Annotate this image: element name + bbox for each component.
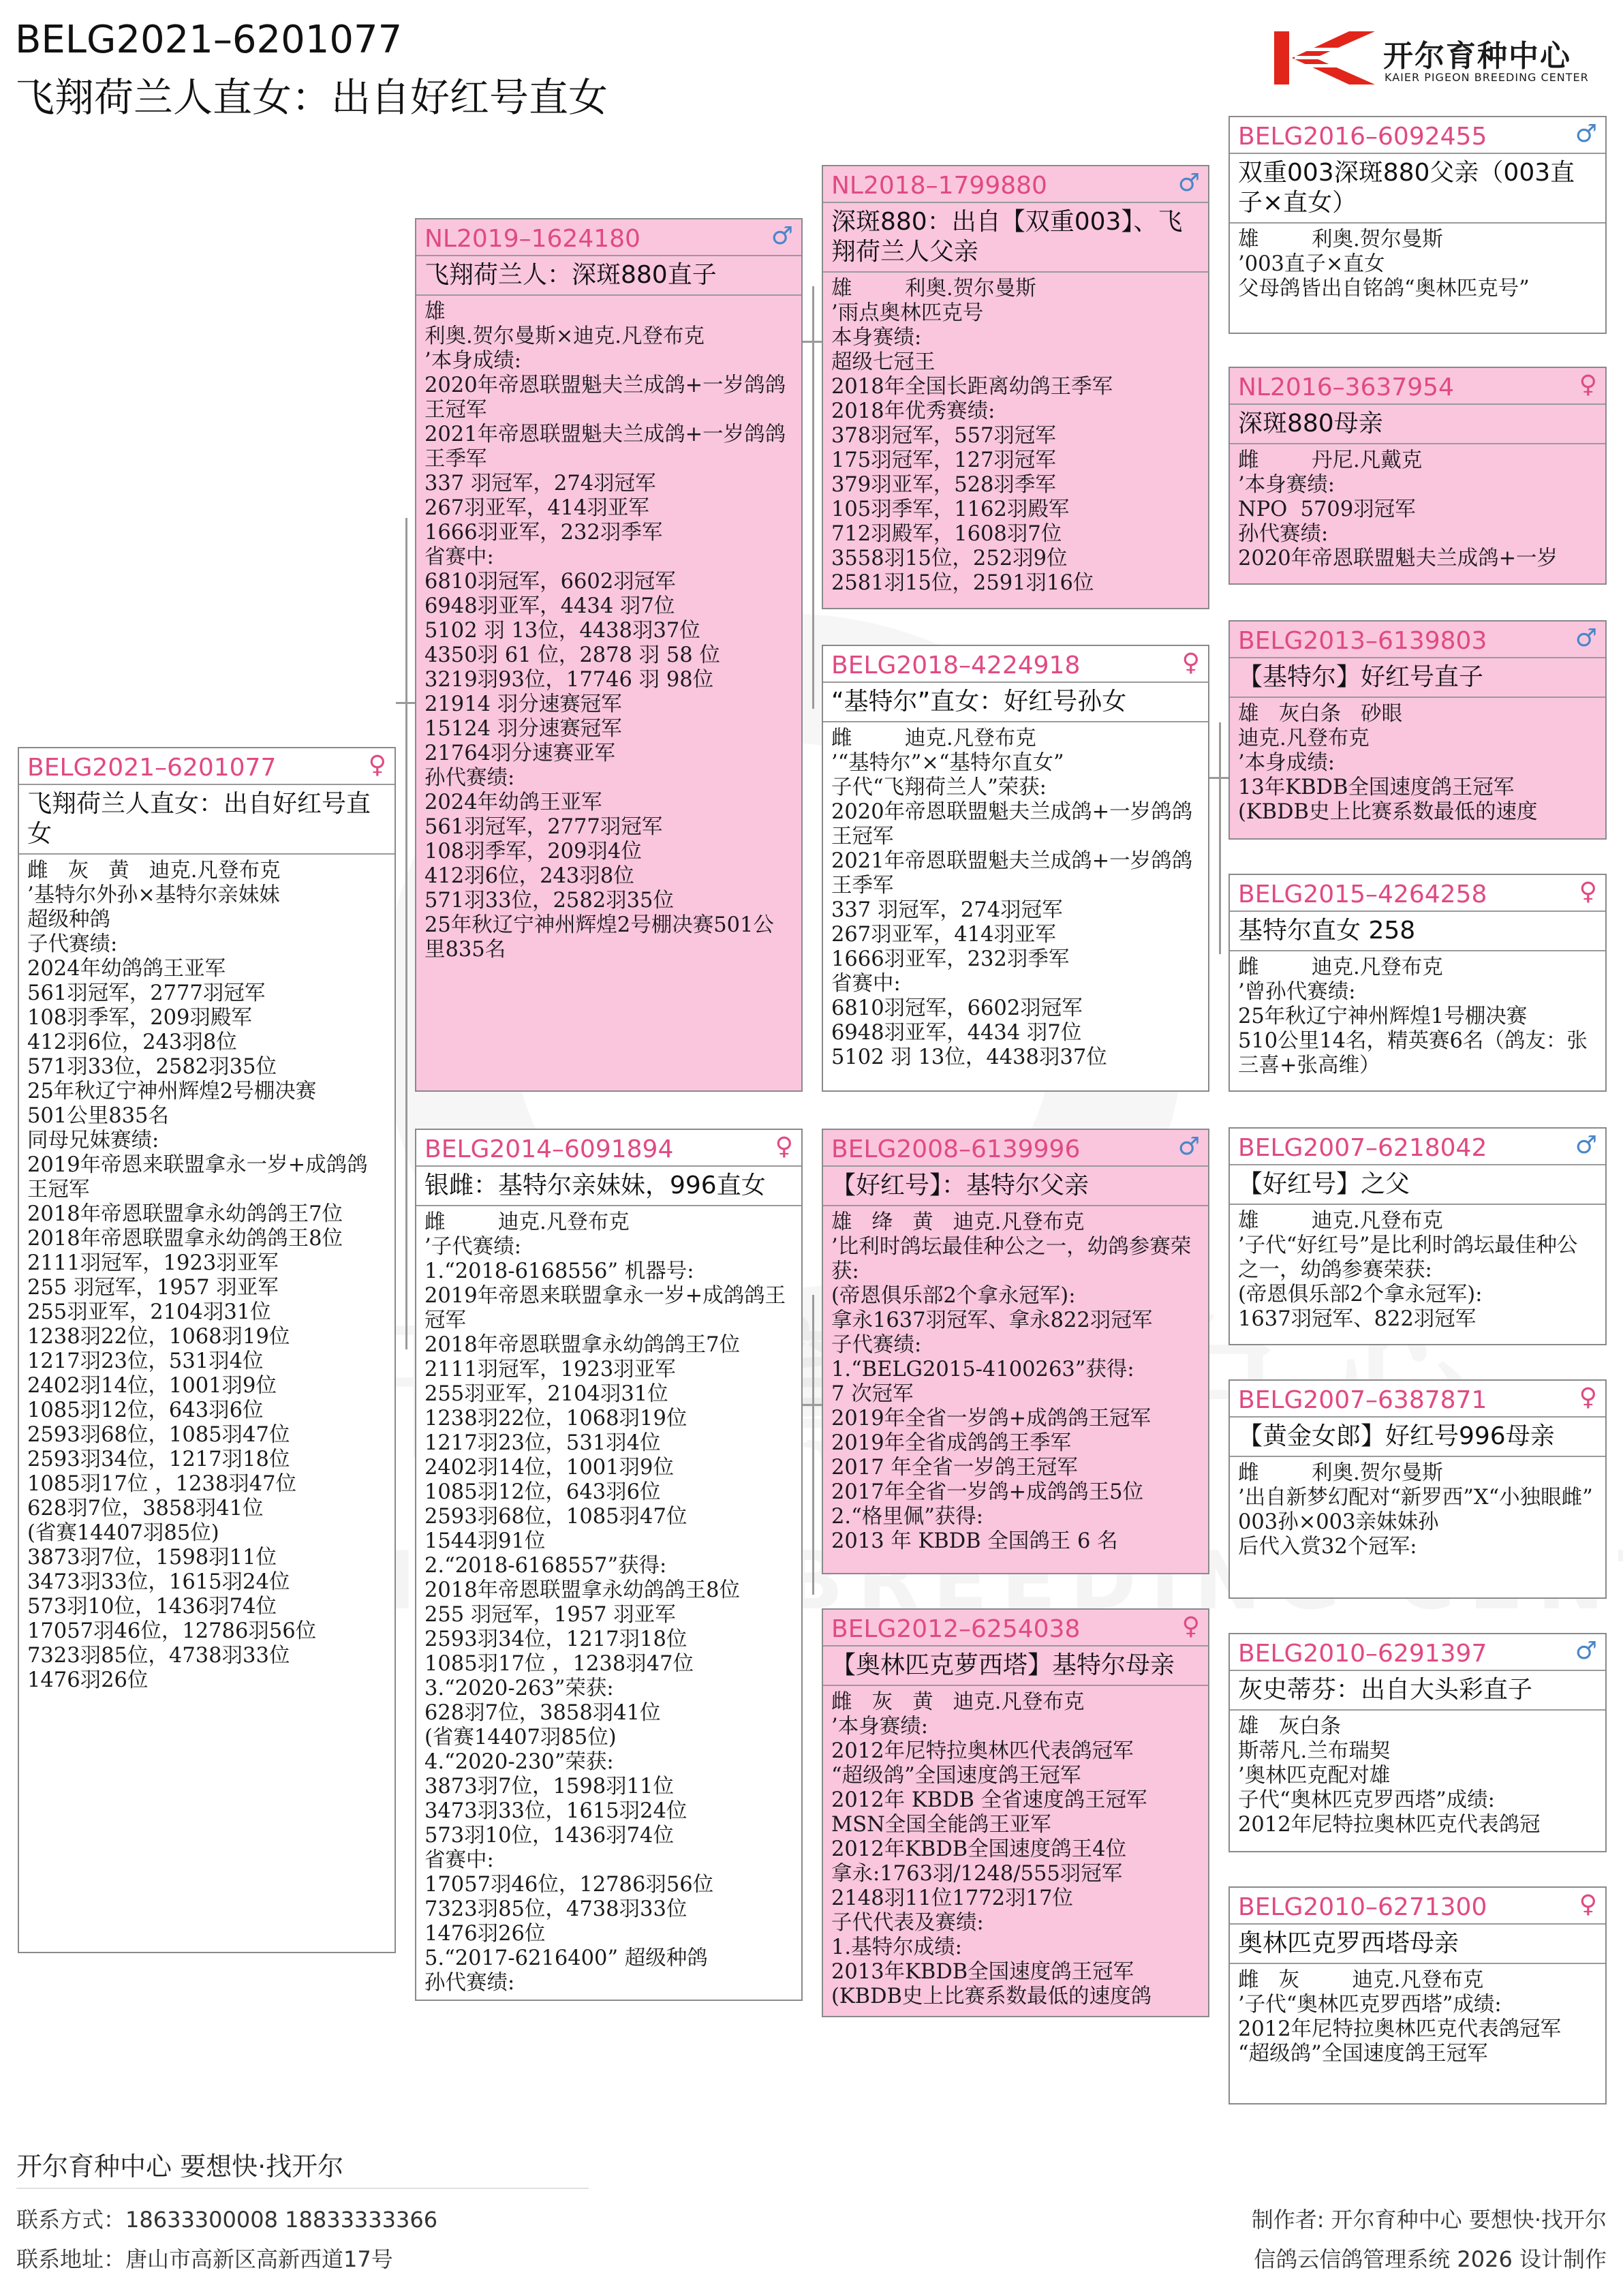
ring-number: BELG2007–6218042: [1238, 1134, 1487, 1162]
female-icon: ♀: [1579, 878, 1597, 906]
footer-contact: 联系方式：18633300008 18833333366: [16, 2207, 438, 2233]
pigeon-name: 【好红号】：基特尔父亲: [823, 1167, 1208, 1206]
male-icon: ♂: [1575, 1637, 1597, 1665]
dam-card[interactable]: [415, 1129, 803, 2001]
ring-number: BELG2012–6254038: [831, 1615, 1081, 1643]
connector-line: [1219, 722, 1221, 954]
pigeon-description: 雌 灰 黄 迪克.凡登布克 ’本身赛绩: 2012年尼特拉奥林匹代表鸽冠军 “超级鸽”全国速度鸽王冠军 2012年 KBDB 全省速度鸽王冠军 MSN全国全能鸽王亚军 2012年KBDB全国速度鸽王4位 拿永:1763羽/1248/555羽冠军 2148羽11位1772羽17位 子代代表及赛绩: 1.基特尔成绩: 2013年KBDB全国速度鸽王冠军 (KBDB史上比赛系数最低的速度鸽: [831, 1690, 1151, 2008]
sire-dam-card[interactable]: [822, 645, 1209, 1092]
pigeon-name: 【奥林匹克萝西塔】基特尔母亲: [823, 1647, 1208, 1686]
female-icon: ♀: [1181, 649, 1200, 677]
ring-number: BELG2013–6139803: [1238, 627, 1487, 655]
page-title: 飞翔荷兰人直女：出自好红号直女: [15, 74, 608, 121]
ring-number: NL2019–1624180: [424, 225, 640, 253]
male-icon: ♂: [1575, 624, 1597, 652]
pigeon-description: 雌 利奥.贺尔曼斯 ’出自新梦幻配对“新罗西”X“小独眼雌” 003孙×003亲妹妹孙 后代入赏32个冠军:: [1238, 1461, 1593, 1559]
sire-dam-dam-card[interactable]: [1228, 874, 1607, 1092]
pigeon-name: 银雌：基特尔亲妹妹，996直女: [416, 1167, 801, 1206]
sire-sire-dam-card[interactable]: [1228, 367, 1607, 585]
male-icon: ♂: [1575, 1131, 1597, 1159]
pigeon-name: 飞翔荷兰人：深斑880直子: [416, 256, 801, 296]
pigeon-name: 奥林匹克罗西塔母亲: [1230, 1925, 1605, 1964]
footer-maker: 制作者: 开尔育种中心 要想快·找开尔: [1251, 2207, 1607, 2233]
dam-dam-card[interactable]: [822, 1608, 1209, 2017]
pigeon-description: 雄 利奥.贺尔曼斯×迪克.凡登布克 ’本身成绩: 2020年帝恩联盟魁夫兰成鸽+一岁鸽鸽王冠军 2021年帝恩联盟魁夫兰成鸽+一岁鸽鸽王季军 337 羽冠军，274羽冠军 267羽亚军，414羽亚军 1666羽亚军，232羽季军 省赛中: 6810羽冠军，6602羽冠军 6948羽亚军，4434 羽7位 5102 羽 13位，4438羽37位 4350羽 61 位，2878 羽 58 位 3219羽93位，17746 羽 98位 21914 羽分速赛冠军 15124 羽分速赛冠军 21764羽分速赛亚军 孙代赛绩: 2024年幼鸽王亚军 561羽冠军，2777羽冠军 108羽季军，209羽4位 412羽6位，243羽8位 571羽33位，2582羽35位 25年秋辽宁神州辉煌2号棚决赛501公里835名: [424, 300, 786, 962]
logo-subtitle: KAIER PIGEON BREEDING CENTER: [1385, 71, 1589, 84]
page-ring-number: BELG2021–6201077: [15, 18, 403, 62]
female-icon: ♀: [1579, 371, 1597, 399]
pigeon-description: 雄 灰白条 砂眼 迪克.凡登布克 ’本身成绩: 13年KBDB全国速度鸽王冠军 (KBDB史上比赛系数最低的速度: [1238, 702, 1538, 824]
pigeon-name: 灰史蒂芬：出自大头彩直子: [1230, 1671, 1605, 1711]
pigeon-name: 【基特尔】好红号直子: [1230, 658, 1605, 698]
pigeon-description: 雄 绛 黄 迪克.凡登布克 ’比利时鸽坛最佳种公之一，幼鸽参赛荣获: (帝恩俱乐部2个拿永冠军): 拿永1637羽冠军、拿永822羽冠军 子代赛绩: 1.“BELG2015-4100263”获得: 7 次冠军 2019年全省一岁鸽+成鸽鸽王冠军 2019年全省成鸽鸽王季军 2017 年全省一岁鸽王冠军 2017年全省一岁鸽+成鸽鸽王5位 2.“格里佩”获得: 2013 年 KBDB 全国鸽王 6 名: [831, 1210, 1192, 1553]
ring-number: BELG2007–6387871: [1238, 1386, 1487, 1414]
pigeon-name: 双重003深斑880父亲（003直子×直女）: [1230, 154, 1605, 224]
pigeon-description: 雄 利奥.贺尔曼斯 ’雨点奥林匹克号 本身赛绩: 超级七冠王 2018年全国长距离幼鸽王季军 2018年优秀赛绩: 378羽冠军，557羽冠军 175羽冠军，127羽冠军 379羽亚军，528羽季军 105羽季军，1162羽殿军 712羽殿军，1608羽7位 3558羽15位，252羽9位 2581羽15位，2591羽16位: [831, 277, 1113, 595]
pigeon-description: 雌 迪克.凡登布克 ’子代赛绩: 1.“2018-6168556” 机器号: 2019年帝恩来联盟拿永一岁+成鸽鸽王冠军 2018年帝恩联盟拿永幼鸽鸽王7位 2111羽冠军，1923羽亚军 255羽亚军，2104羽31位 1238羽22位，1068羽19位 1217羽23位，531羽4位 2402羽14位，1001羽9位 1085羽12位，643羽6位 2593羽68位，1085羽47位 1544羽91位 2.“2018-6168557”获得: 2018年帝恩联盟拿永幼鸽鸽王8位 255 羽冠军，1957 羽亚军 2593羽34位，1217羽18位 1085羽17位 ，1238羽47位 3.“2020-263”荣获: 628羽7位，3858羽41位 (省赛14407羽85位) 4.“2020-230”荣获: 3873羽7位，1598羽11位 3473羽33位，1615羽24位 573羽10位，1436羽74位 省赛中: 17057羽46位，12786羽56位 7323羽85位，4738羽33位 1476羽26位 5.“2017-6216400” 超级种鸽 孙代赛绩:: [424, 1210, 786, 1995]
ring-number: BELG2015–4264258: [1238, 881, 1487, 908]
female-icon: ♀: [1181, 1612, 1200, 1640]
logo-name: 开尔育种中心: [1383, 39, 1571, 74]
pigeon-description: 雄 利奥.贺尔曼斯 ’003直子×直女 父母鸽皆出自铭鸽“奥林匹克号”: [1238, 228, 1530, 301]
pigeon-name: 深斑880母亲: [1230, 405, 1605, 444]
pigeon-name: “基特尔”直女：好红号孙女: [823, 683, 1208, 722]
ring-number: BELG2018–4224918: [831, 652, 1081, 679]
connector-line: [405, 518, 407, 1349]
pigeon-description: 雌 灰 迪克.凡登布克 ’子代“奥林匹克罗西塔”成绩: 2012年尼特拉奥林匹克代表鸽冠军 “超级鸽”全国速度鸽王冠军: [1238, 1968, 1562, 2066]
pigeon-name: 【黄金女郎】好红号996母亲: [1230, 1418, 1605, 1457]
male-icon: ♂: [1575, 120, 1597, 148]
dam-sire-dam-card[interactable]: [1228, 1379, 1607, 1599]
pigeon-name: 深斑880：出自【双重003】、飞翔荷兰人父亲: [823, 203, 1208, 273]
ring-number: BELG2016–6092455: [1238, 123, 1487, 151]
dam-sire-card[interactable]: [822, 1129, 1209, 1574]
sire-sire-sire-card[interactable]: [1228, 116, 1607, 334]
dam-dam-dam-card[interactable]: [1228, 1886, 1607, 2104]
pigeon-description: 雄 迪克.凡登布克 ’子代“好红号”是比利时鸽坛最佳种公之一，幼鸽参赛荣获: (帝恩俱乐部2个拿永冠军): 1637羽冠军、822羽冠军: [1238, 1209, 1578, 1331]
male-icon: ♂: [771, 222, 793, 250]
pigeon-name: 飞翔荷兰人直女：出自好红号直女: [19, 785, 395, 855]
male-icon: ♂: [1177, 1133, 1200, 1161]
female-icon: ♀: [775, 1133, 793, 1161]
ring-number: BELG2021–6201077: [27, 754, 277, 782]
pigeon-description: 雌 迪克.凡登布克 ’曾孙代赛绩: 25年秋辽宁神州辉煌1号棚决赛 510公里14名，精英赛6名（鸽友：张三喜+张高维）: [1238, 955, 1588, 1077]
sire-sire-card[interactable]: [822, 165, 1209, 609]
ring-number: BELG2010–6291397: [1238, 1640, 1487, 1668]
female-icon: ♀: [1579, 1891, 1597, 1918]
ring-number: NL2018–1799880: [831, 172, 1047, 200]
footer-brand: 开尔育种中心 要想快·找开尔: [16, 2152, 344, 2182]
female-icon: ♀: [1579, 1383, 1597, 1411]
pigeon-name: 基特尔直女 258: [1230, 912, 1605, 951]
connector-line: [812, 286, 814, 709]
ring-number: BELG2008–6139996: [831, 1135, 1081, 1163]
logo-mark-icon: [1274, 27, 1376, 89]
pigeon-description: 雌 迪克.凡登布克 ’“基特尔”×“基特尔直女” 子代“飞翔荷兰人”荣获: 2020年帝恩联盟魁夫兰成鸽+一岁鸽鸽王冠军 2021年帝恩联盟魁夫兰成鸽+一岁鸽鸽王季军 337 羽冠军，274羽冠军 267羽亚军，414羽亚军 1666羽亚军，232羽季军 省赛中: 6810羽冠军，6602羽冠军 6948羽亚军，4434 羽7位 5102 羽 13位，4438羽37位: [831, 726, 1193, 1069]
male-icon: ♂: [1177, 169, 1200, 197]
ring-number: BELG2010–6271300: [1238, 1893, 1487, 1921]
pigeon-description: 雌 灰 黄 迪克.凡登布克 ’基特尔外孙×基特尔亲妹妹 超级种鸽 子代赛绩: 2024年幼鸽鸽王亚军 561羽冠军，2777羽冠军 108羽季军，209羽殿军 412羽6位，243羽8位 571羽33位，2582羽35位 25年秋辽宁神州辉煌2号棚决赛 501公里835名 同母兄妹赛绩: 2019年帝恩来联盟拿永一岁+成鸽鸽王冠军 2018年帝恩联盟拿永幼鸽鸽王7位 2018年帝恩联盟拿永幼鸽鸽王8位 2111羽冠军，1923羽亚军 255 羽冠军，1957 羽亚军 255羽亚军，2104羽31位 1238羽22位，1068羽19位 1217羽23位，531羽4位 2402羽14位，1001羽9位 1085羽12位，643羽6位 2593羽68位，1085羽47位 2593羽34位，1217羽18位 1085羽17位 ，1238羽47位 628羽7位，3858羽41位 (省赛14407羽85位) 3873羽7位，1598羽11位 3473羽33位，1615羽24位 573羽10位，1436羽74位 17057羽46位，12786羽56位 7323羽85位，4738羽33位 1476羽26位: [27, 859, 368, 1692]
ring-number: BELG2014–6091894: [424, 1135, 674, 1163]
dam-dam-sire-card[interactable]: [1228, 1633, 1607, 1852]
pigeon-description: 雄 灰白条 斯蒂凡.兰布瑞契 ’奥林匹克配对雄 子代“奥林匹克罗西塔”成绩: 2012年尼特拉奥林匹克代表鸽冠: [1238, 1715, 1541, 1837]
female-icon: ♀: [368, 751, 386, 779]
pigeon-name: 【好红号】之父: [1230, 1165, 1605, 1205]
sire-card[interactable]: [415, 218, 803, 1092]
dam-sire-sire-card[interactable]: [1228, 1127, 1607, 1345]
subject-card[interactable]: [18, 747, 396, 1953]
footer-address: 联系地址：唐山市高新区高新西道17号: [16, 2246, 393, 2272]
footer-divider: [16, 2188, 589, 2189]
ring-number: NL2016–3637954: [1238, 373, 1454, 401]
connector-line: [812, 1295, 814, 1595]
pigeon-description: 雌 丹尼.凡戴克 ’本身赛绩: NPO 5709羽冠军 孙代赛绩: 2020年帝恩联盟魁夫兰成鸽+一岁: [1238, 448, 1558, 570]
sire-dam-sire-card[interactable]: [1228, 620, 1607, 840]
footer-system: 信鸽云信鸽管理系统 2026 设计制作: [1254, 2246, 1607, 2272]
logo: [1274, 27, 1608, 89]
